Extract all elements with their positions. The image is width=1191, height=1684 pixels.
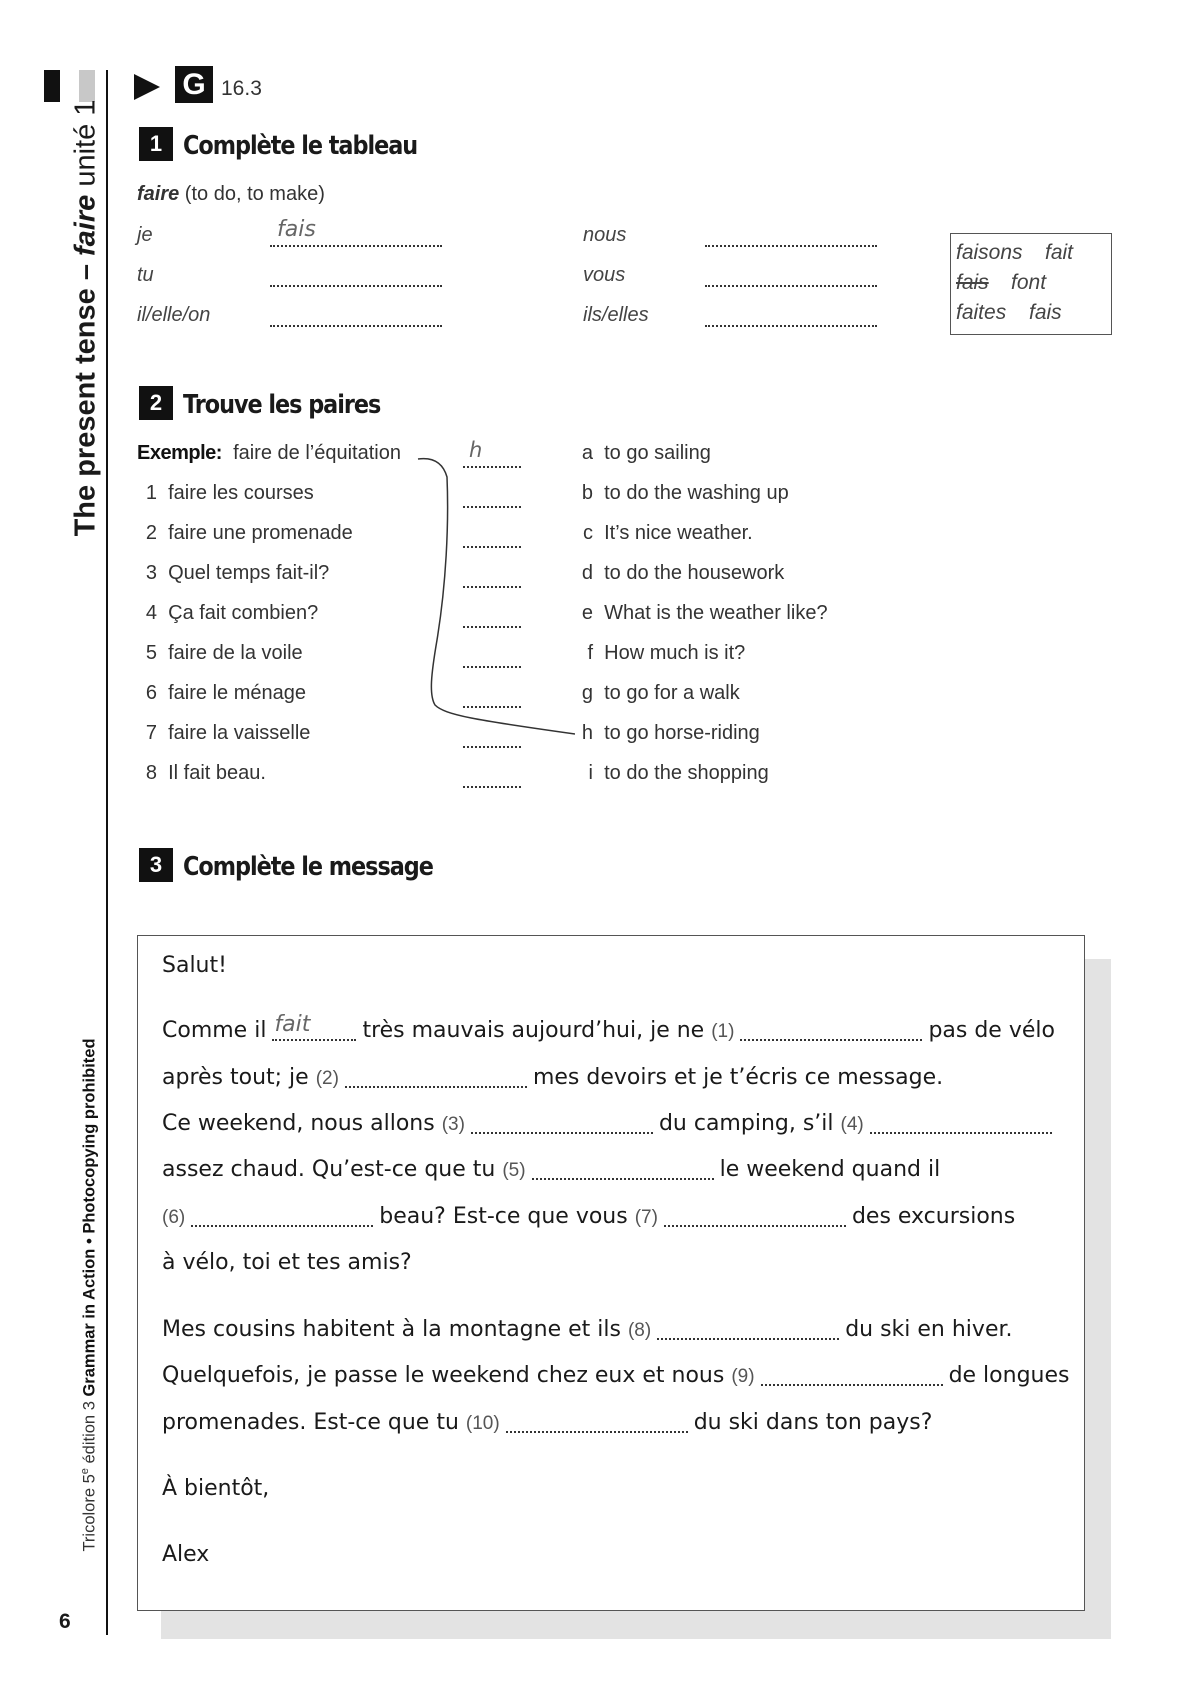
message-line: Mes cousins habitent à la montagne et ils (8) du ski en hiver. bbox=[162, 1317, 1013, 1342]
match-answer-blank-4[interactable] bbox=[463, 626, 521, 628]
example-answer-je: fais bbox=[277, 217, 316, 242]
answer-blank-ils-elles[interactable] bbox=[705, 325, 877, 327]
message-blank-6[interactable] bbox=[191, 1225, 373, 1227]
message-line: Quelquefois, je passe le weekend chez eux et nous (9) de longues bbox=[162, 1363, 1070, 1388]
play-arrow-icon bbox=[134, 74, 160, 100]
section-1-number: 1 bbox=[139, 127, 173, 161]
word-box-item: faites bbox=[956, 301, 1007, 324]
example-fill-blank bbox=[272, 1012, 356, 1041]
answer-blank-nous[interactable] bbox=[705, 245, 877, 247]
message-line: après tout; je (2) mes devoirs et je t’écris ce message. bbox=[162, 1065, 944, 1090]
match-answer-blank-7[interactable] bbox=[463, 746, 521, 748]
grammar-badge: G bbox=[175, 66, 213, 103]
match-answer-blank-1[interactable] bbox=[463, 506, 521, 508]
grammar-reference: 16.3 bbox=[221, 77, 262, 100]
message-blank-9[interactable] bbox=[761, 1384, 943, 1386]
option-row: d to do the housework bbox=[581, 562, 785, 584]
option-row: e What is the weather like? bbox=[581, 602, 828, 624]
message-closing: À bientôt, bbox=[162, 1476, 270, 1501]
message-signature: Alex bbox=[162, 1542, 210, 1567]
message-line: assez chaud. Qu’est-ce que tu (5) le weekend quand il bbox=[162, 1157, 941, 1182]
message-line: (6) beau? Est-ce que vous (7) des excursions bbox=[162, 1204, 1016, 1229]
option-row: g to go for a walk bbox=[581, 682, 740, 704]
pronoun-je: je bbox=[137, 224, 153, 246]
answer-blank-tu[interactable] bbox=[270, 285, 442, 287]
message-blank-5[interactable] bbox=[532, 1178, 714, 1180]
page-number: 6 bbox=[59, 1610, 71, 1633]
item-row: 1 faire les courses bbox=[145, 482, 314, 504]
match-answer-blank-5[interactable] bbox=[463, 666, 521, 668]
option-row: i to do the shopping bbox=[588, 762, 769, 784]
word-box-item: font bbox=[1011, 271, 1047, 294]
message-line: Ce weekend, nous allons (3) du camping, s’il (4) bbox=[162, 1111, 1058, 1136]
item-row: 3 Quel temps fait-il? bbox=[145, 562, 330, 584]
section-3-number: 3 bbox=[139, 848, 173, 882]
message-line: Comme il fait très mauvais aujourd’hui, je ne (1) pas de vélo bbox=[162, 1012, 1055, 1043]
chapter-title: The present tense – faire unité 1 bbox=[69, 99, 102, 537]
word-box-item: fait bbox=[1045, 241, 1074, 264]
item-row: 7 faire la vaisselle bbox=[145, 722, 311, 744]
book-footer: Tricolore 5e édition 3 Grammar in Action • Photocopying prohibited bbox=[78, 1038, 99, 1552]
item-row: 5 faire de la voile bbox=[145, 642, 303, 664]
margin-rule bbox=[106, 70, 108, 1635]
pronoun-il-elle-on: il/elle/on bbox=[137, 304, 211, 326]
section-2-title: Trouve les paires bbox=[183, 390, 381, 420]
option-row: h to go horse-riding bbox=[581, 722, 760, 744]
word-box-item: fais bbox=[1029, 301, 1062, 324]
message-blank-2[interactable] bbox=[345, 1086, 527, 1088]
message-blank-8[interactable] bbox=[657, 1338, 839, 1340]
message-blank-3[interactable] bbox=[471, 1132, 653, 1134]
option-row: b to do the washing up bbox=[581, 482, 789, 504]
example-answer: h bbox=[469, 438, 483, 462]
section-3-title: Complète le message bbox=[183, 852, 433, 882]
match-answer-blank-2[interactable] bbox=[463, 546, 521, 548]
message-line: promenades. Est-ce que tu (10) du ski dans ton pays? bbox=[162, 1410, 933, 1435]
section-2-number: 2 bbox=[139, 386, 173, 420]
item-row: 8 Il fait beau. bbox=[145, 762, 266, 784]
example-item: Exemple: faire de l’équitation bbox=[137, 442, 401, 464]
section-1-title: Complète le tableau bbox=[183, 131, 418, 161]
item-row: 6 faire le ménage bbox=[145, 682, 306, 704]
pronoun-ils-elles: ils/elles bbox=[583, 304, 649, 326]
message-blank-7[interactable] bbox=[664, 1225, 846, 1227]
margin-block-grey bbox=[79, 70, 95, 102]
margin-block-dark bbox=[44, 70, 60, 102]
option-row: c It’s nice weather. bbox=[583, 522, 753, 544]
message-blank-10[interactable] bbox=[506, 1431, 688, 1433]
message-line: à vélo, toi et tes amis? bbox=[162, 1250, 412, 1275]
option-row: a to go sailing bbox=[581, 442, 711, 464]
pronoun-nous: nous bbox=[583, 224, 627, 246]
word-box bbox=[950, 233, 1112, 335]
item-row: 2 faire une promenade bbox=[145, 522, 353, 544]
word-box-item-used: fais bbox=[956, 271, 989, 294]
message-greeting: Salut! bbox=[162, 953, 227, 978]
verb-heading: faire (to do, to make) bbox=[137, 183, 325, 205]
message-blank-4[interactable] bbox=[870, 1132, 1052, 1134]
match-answer-blank-3[interactable] bbox=[463, 586, 521, 588]
answer-blank-je[interactable] bbox=[270, 245, 442, 247]
example-connector-line bbox=[415, 455, 575, 745]
word-box-item: faisons bbox=[956, 241, 1023, 264]
item-row: 4 Ça fait combien? bbox=[145, 602, 319, 624]
option-row: f How much is it? bbox=[587, 642, 746, 664]
message-blank-1[interactable] bbox=[740, 1039, 922, 1041]
example-fill-word: fait bbox=[274, 1012, 311, 1037]
answer-blank-il-elle-on[interactable] bbox=[270, 325, 442, 327]
match-answer-blank-8[interactable] bbox=[463, 786, 521, 788]
pronoun-vous: vous bbox=[583, 264, 626, 286]
answer-blank-vous[interactable] bbox=[705, 285, 877, 287]
pronoun-tu: tu bbox=[137, 264, 154, 286]
match-answer-blank-6[interactable] bbox=[463, 706, 521, 708]
